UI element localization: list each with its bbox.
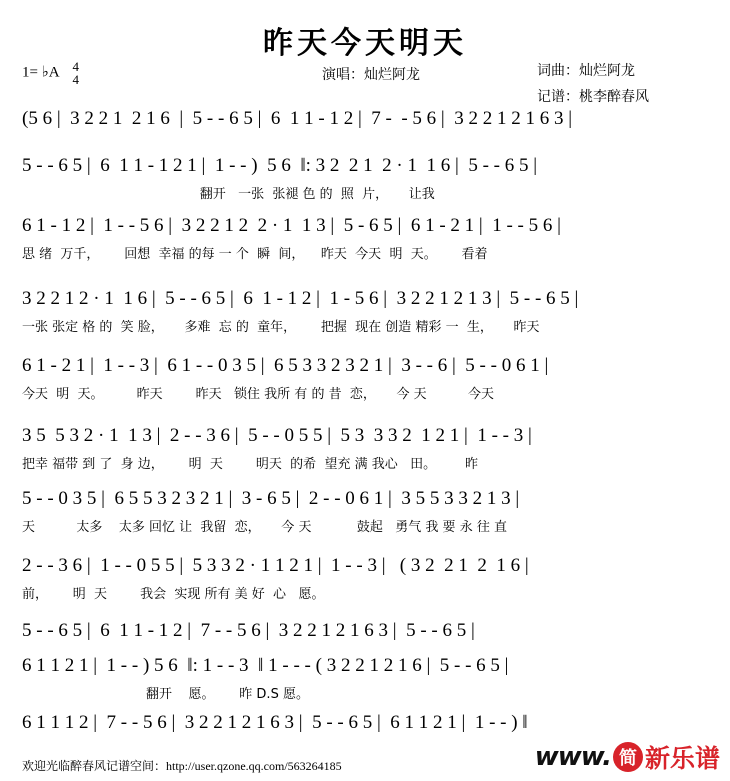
- key-signature: 1= ♭A: [22, 64, 59, 81]
- notation-line: 6 1 1 1 2 | 7 - - 5 6 | 3 2 2 1 2 1 6 3 | 5 - - 6 5 | 6 1 1 2 1 | 1 - - ) ‖: [22, 712, 528, 733]
- music-row: [0, 288, 730, 346]
- lyrics-line: 一张 张定 格 的 笑 脸， 多难 忘 的 童年， 把握 现在 创造 精彩 一 生， 昨天: [22, 320, 540, 335]
- watermark-url-text: www.: [534, 742, 611, 772]
- lyrics-line: 前， 明 天 我会 实现 所有 美 好 心 愿。: [22, 587, 325, 602]
- notation-line: 5 - - 0 3 5 | 6 5 5 3 2 3 2 1 | 3 - 6 5 | 2 - - 0 6 1 | 3 5 5 3 3 2 1 3 |: [22, 488, 520, 509]
- watermark: [535, 739, 720, 775]
- music-row: [0, 555, 730, 613]
- notation-line: 6 1 1 2 1 | 1 - - ) 5 6 ‖: 1 - - 3 ‖ 1 - - - ( 3 2 2 1 2 1 6 | 5 - - 6 5 |: [22, 655, 509, 676]
- credit-writer: 词曲：灿烂阿龙: [537, 63, 635, 79]
- notation-line: 3 2 2 1 2 · 1 1 6 | 5 - - 6 5 | 6 1 - 1 2 | 1 - 5 6 | 3 2 2 1 2 1 3 | 5 - - 6 5 |: [22, 288, 579, 309]
- notation-line: 5 - - 6 5 | 6 1 1 - 1 2 1 | 1 - - ) 5 6 ‖: 3 2 2 1 2 · 1 1 6 | 5 - - 6 5 |: [22, 155, 538, 176]
- watermark-site-name: 新乐谱: [644, 744, 720, 773]
- music-row: [0, 155, 730, 213]
- key-signature-block: [22, 60, 79, 86]
- time-signature-numerator: 4: [72, 59, 80, 74]
- notation-line: 2 - - 3 6 | 1 - - 0 5 5 | 5 3 3 2 · 1 1 2 1 | 1 - - 3 | ( 3 2 2 1 2 1 6 |: [22, 555, 529, 576]
- credit-notator: 记谱：桃李醉春风: [537, 89, 649, 105]
- music-row: [0, 488, 730, 546]
- music-row: [0, 425, 730, 483]
- credit-singer: 演唱：灿烂阿龙: [322, 67, 420, 83]
- lyrics-line: 天 太多 太多 回忆 让 我留 恋， 今 天 鼓起 勇气 我 要 永 往 直: [22, 520, 507, 535]
- notation-line: 6 1 - 2 1 | 1 - - 3 | 6 1 - - 0 3 5 | 6 5 3 3 2 3 2 1 | 3 - - 6 | 5 - - 0 6 1 |: [22, 355, 549, 376]
- notation-line: (5 6 | 3 2 2 1 2 1 6 | 5 - - 6 5 | 6 1 1 - 1 2 | 7 - - 5 6 | 3 2 2 1 2 1 6 3 |: [22, 108, 573, 129]
- watermark-badge-icon: 简: [613, 742, 643, 772]
- notation-line: 3 5 5 3 2 · 1 1 3 | 2 - - 3 6 | 5 - - 0 5 5 | 5 3 3 3 2 1 2 1 | 1 - - 3 |: [22, 425, 532, 446]
- lyrics-line: 翻开 愿。 昨 D.S 愿。: [22, 687, 309, 702]
- notation-line: 5 - - 6 5 | 6 1 1 - 1 2 | 7 - - 5 6 | 3 2 2 1 2 1 6 3 | 5 - - 6 5 |: [22, 620, 475, 641]
- music-row: [0, 355, 730, 413]
- lyrics-line: 思 绪 万千， 回想 幸福 的每 一 个 瞬 间， 昨天 今天 明 天。 看着: [22, 247, 488, 262]
- notation-line: 6 1 - 1 2 | 1 - - 5 6 | 3 2 2 1 2 2 · 1 1 3 | 5 - 6 5 | 6 1 - 2 1 | 1 - - 5 6 |: [22, 215, 561, 236]
- page-title: 昨天今天明天: [263, 26, 467, 61]
- lyrics-line: 翻开 一张 张褪 色 的 照 片， 让我: [22, 187, 435, 202]
- lyrics-line: 把幸 福带 到 了 身 边， 明 天 明天 的希 望充 满 我心 田。 昨: [22, 457, 479, 472]
- music-row: [0, 215, 730, 273]
- time-signature-denominator: 4: [72, 72, 80, 87]
- lyrics-line: 今天 明 天。 昨天 昨天 锁住 我所 有 的 昔 恋， 今 天 今天: [22, 387, 494, 402]
- time-signature: [73, 60, 80, 86]
- footer-credit-link[interactable]: 欢迎光临醉春风记谱空间：http://user.qzone.qq.com/563264185: [22, 759, 342, 773]
- music-row: [0, 655, 730, 713]
